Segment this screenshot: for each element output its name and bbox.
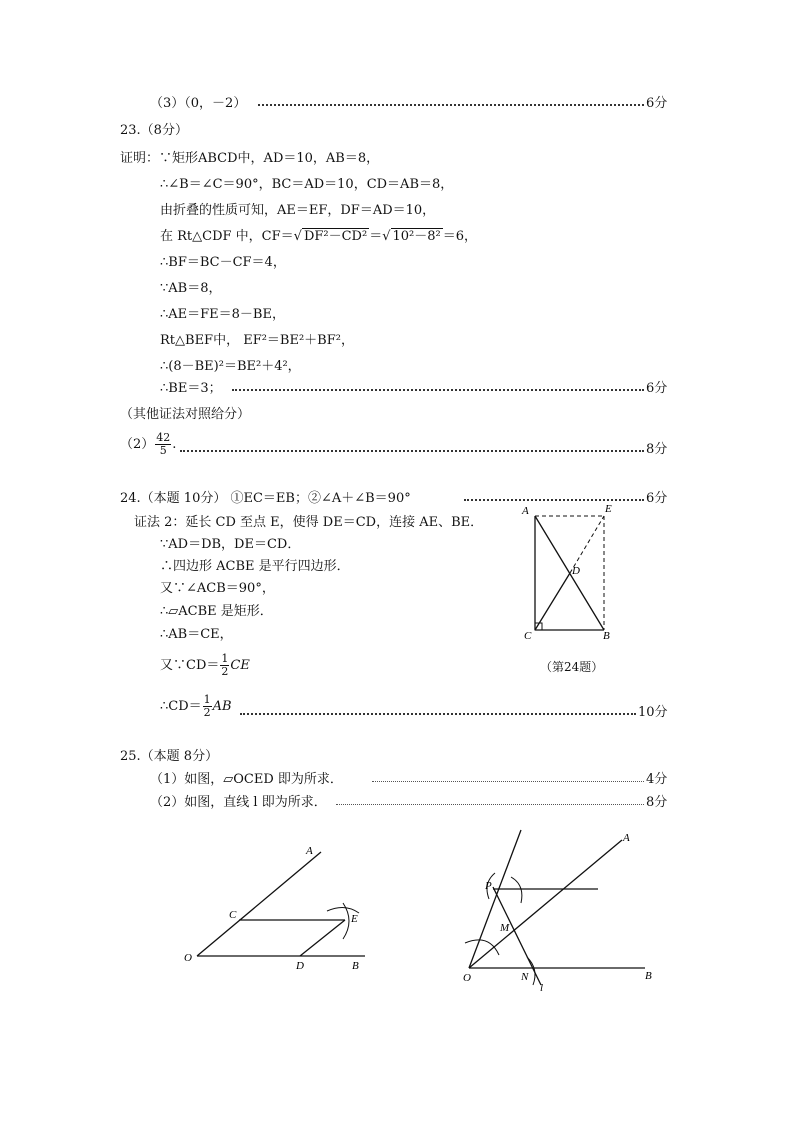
segment-de — [300, 920, 345, 956]
score-leader — [180, 450, 644, 452]
score-label: 6分 — [646, 381, 668, 396]
score-label: 8分 — [646, 795, 668, 810]
construction-arc — [511, 877, 522, 903]
radicand: 10²－8² — [392, 229, 441, 244]
fraction — [155, 432, 171, 457]
q23-header: 23.（8分） — [120, 123, 188, 138]
label-b: B — [645, 970, 652, 982]
q24-header: 24.（本题 10分） ①EC＝EB；②∠A＋∠B＝90° — [120, 491, 411, 506]
equals: ＝ — [369, 229, 383, 244]
line-op — [469, 830, 521, 968]
q24-line: ∴AB＝CE， — [160, 627, 233, 642]
q24-line: ∵AD＝DB，DE＝CD． — [160, 537, 301, 552]
cf-result: ＝6， — [442, 229, 478, 244]
ray-oa — [197, 852, 321, 956]
score-label: 10分 — [638, 705, 668, 720]
q23-cf-line: 在 Rt△CDF 中，CF＝√ DF²－CD² ＝√ 10²－8² ＝6， — [160, 229, 478, 244]
suffix: CE — [230, 658, 250, 673]
denominator: 2 — [221, 665, 229, 678]
score-leader — [240, 713, 636, 715]
fraction — [220, 653, 229, 678]
q23-line: Rt△BEF中， EF²＝BE²＋BF²， — [160, 333, 354, 348]
prefix: ∴CD＝ — [160, 699, 202, 714]
numerator: 1 — [203, 693, 211, 706]
segment-cd — [535, 573, 570, 630]
q22-part3: （3）（0，－2） — [150, 96, 247, 111]
q24-line: ∴四边形 ACBE 是平行四边形． — [160, 559, 350, 574]
q24-figure — [510, 500, 630, 650]
label-d: D — [572, 565, 580, 577]
prefix: 又∵CD＝ — [160, 658, 220, 673]
cf-prefix: 在 Rt△CDF 中，CF＝ — [160, 229, 294, 244]
label-c: C — [524, 630, 532, 642]
q23-note: （其他证法对照给分） — [120, 407, 251, 422]
suffix: AB — [212, 699, 232, 714]
construction-arc — [465, 940, 499, 955]
label-l: l — [540, 982, 544, 994]
q23-line: ∴BF＝BC－CF＝4， — [160, 255, 286, 270]
q25-part2: （2）如图，直线 l 即为所求． — [150, 795, 327, 810]
q24-line: 又∵∠ACB＝90°， — [160, 581, 275, 596]
q23-part2 — [120, 432, 176, 457]
radicand: DF²－CD² — [303, 229, 368, 244]
score-label: 6分 — [646, 491, 668, 506]
q25-figure-2 — [455, 825, 665, 995]
ray-oa — [469, 840, 622, 968]
score-label: 6分 — [646, 96, 668, 111]
q24-half-line — [160, 653, 250, 678]
score-label: 4分 — [646, 772, 668, 787]
label-b: B — [603, 630, 610, 642]
q23-line: 证明：∵矩形ABCD中，AD＝10，AB＝8， — [120, 151, 380, 166]
score-leader — [372, 781, 644, 782]
label-b: B — [352, 960, 359, 972]
part-label: （2） — [120, 437, 155, 452]
q24-figure-caption: （第24题） — [540, 660, 604, 674]
q23-line: ∴(8－BE)²＝BE²＋4²， — [160, 359, 301, 374]
q24-line: ∴▱ACBE 是矩形． — [160, 604, 273, 619]
numerator: 1 — [221, 652, 229, 665]
q25-figure-1 — [175, 835, 375, 975]
label-e: E — [351, 913, 358, 925]
label-o: O — [184, 952, 192, 964]
line-l — [493, 887, 541, 985]
label-m: M — [500, 922, 510, 934]
score-leader — [258, 104, 644, 106]
q24-line: 证法 2：延长 CD 至点 E，使得 DE＝CD，连接 AE、BE． — [134, 515, 484, 530]
label-d: D — [296, 960, 304, 972]
numerator: 42 — [156, 431, 171, 444]
q25-part1: （1）如图，▱OCED 即为所求． — [150, 772, 343, 787]
period: . — [172, 437, 177, 452]
score-leader — [232, 389, 644, 391]
label-n: N — [521, 971, 529, 983]
label-c: C — [229, 909, 237, 921]
q25-header: 25.（本题 8分） — [120, 749, 219, 764]
q23-line: ∴∠B＝∠C＝90°，BC＝AD＝10，CD＝AB＝8， — [160, 177, 454, 192]
label-a: A — [306, 845, 313, 857]
label-p: P — [485, 880, 492, 892]
fraction — [203, 694, 212, 719]
q23-line: 由折叠的性质可知，AE＝EF，DF＝AD＝10， — [160, 203, 436, 218]
label-o: O — [463, 972, 471, 984]
label-a: A — [623, 832, 630, 844]
label-a: A — [522, 505, 529, 517]
denominator: 2 — [203, 706, 211, 719]
q23-line: ∵AB＝8， — [160, 281, 222, 296]
q23-line: ∴BE＝3； — [160, 381, 222, 396]
q24-half-line — [160, 694, 232, 719]
label-e: E — [605, 503, 612, 515]
q23-line: ∴AE＝FE＝8－BE， — [160, 307, 285, 322]
score-label: 8分 — [646, 442, 668, 457]
denominator: 5 — [159, 444, 167, 457]
score-leader — [336, 804, 644, 805]
